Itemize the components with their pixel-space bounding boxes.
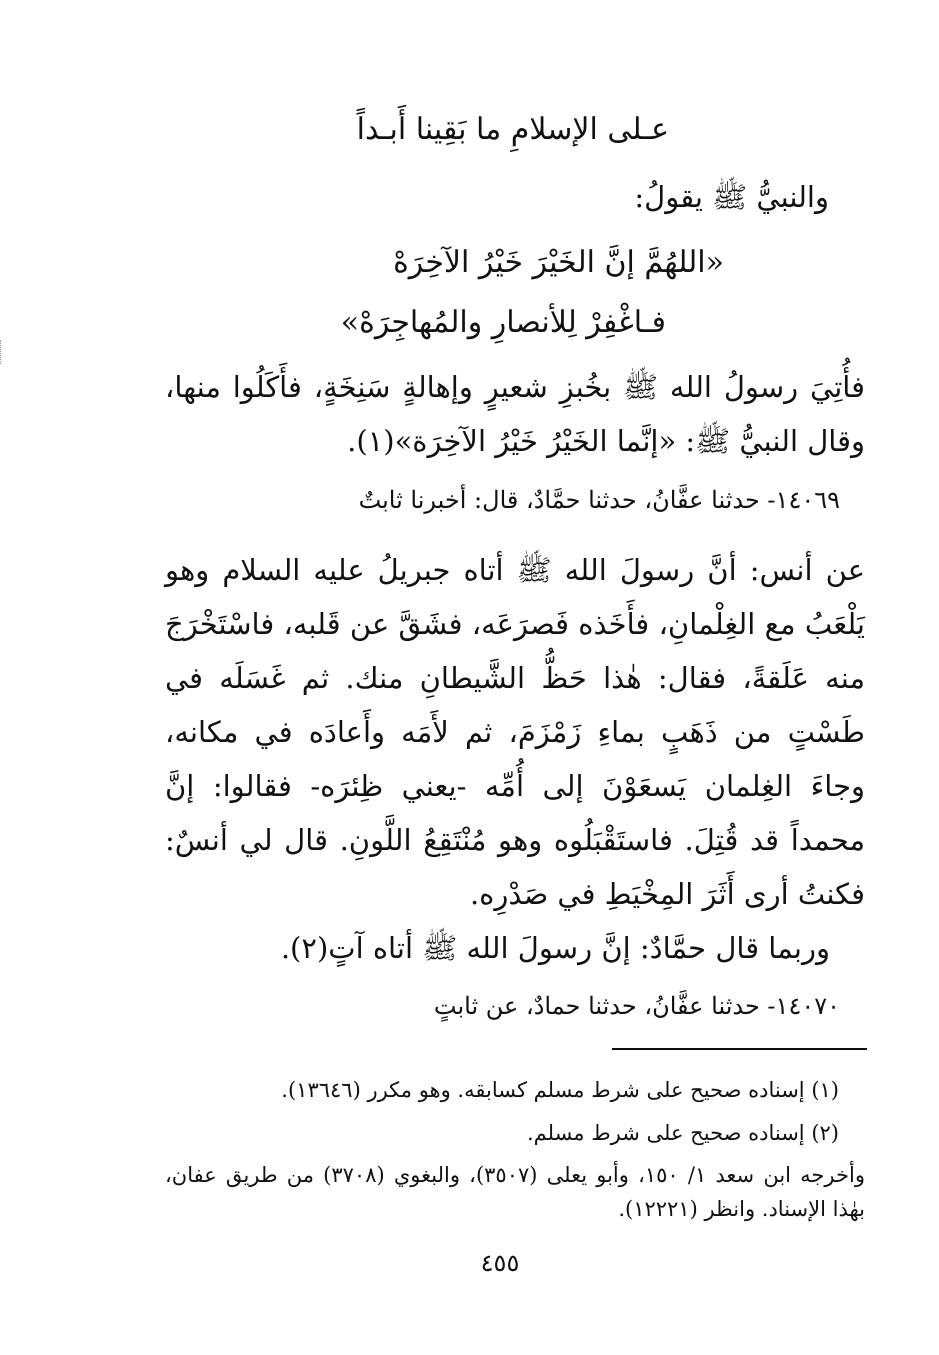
footnote-separator xyxy=(612,1048,867,1050)
narration-line-2: وقال النبيُّ ﷺ: «إنَّما الخَيْرُ خَيْرُ الآخِرَة»(١). xyxy=(347,424,865,458)
poem-line-1: عـلى الإسلامِ ما بَقِينا أَبـداً xyxy=(356,112,669,147)
footnote-2-continuation: وأخرجه ابن سعد ١/ ١٥٠، وأبو يعلى (٣٥٠٧)، والبغوي (٣٧٠٨) من طريق عفان، بهٰذا الإسناد. وانظر (١٢٢٢١). xyxy=(165,1163,865,1221)
poem-intro: والنبيُّ ﷺ يقولُ: xyxy=(634,180,829,214)
hadith-variant-note: وربما قال حمَّادٌ: إنَّ رسولَ الله ﷺ أتاه آتٍ(٢). xyxy=(280,931,830,965)
hadith-body-14069: عن أنس: أنَّ رسولَ الله ﷺ أتاه جبريلُ عليه السلام وهو يَلْعَبُ مع الغِلْمانِ، فأَخَذه فَصرَعَه، فشَقَّ عن قَلبه، فاسْتَخْرَجَ منه عَلَقةً، فقال: هٰذا حَظُّ الشَّيطانِ منك. ثم غَسَلَه في طَسْتٍ من ذَهَبٍ بماءِ زَمْزَمَ، ثم لأَمَه وأَعادَه في مكانه، وجاءَ الغِلمان يَسعَوْنَ إلى أُمِّه -يعني ظِئرَه- فقالوا: إنَّ محمداً قد قُتِلَ. فاستَقْبَلُوه وهو مُنْتَقِعُ اللَّونِ. قال لي أنسٌ: فكنتُ أرى أَثَرَ المِخْيَطِ في صَدْرِه. xyxy=(165,553,865,911)
hadith-heading-14070: ١٤٠٧٠- حدثنا عفَّانُ، حدثنا حمادٌ، عن ثابتٍ xyxy=(433,992,840,1020)
narration-line-1: فأُتِيَ رسولُ الله ﷺ بخُبزِ شعيرٍ وإهالةٍ سَنِخَةٍ، فأَكَلُوا منها، xyxy=(165,370,865,404)
hadith-heading-14069: ١٤٠٦٩- حدثنا عفَّانُ، حدثنا حمَّادٌ، قال: أخبرنا ثابتٌ xyxy=(358,486,840,514)
footnote-2: (٢) إسناده صحيح على شرط مسلم. xyxy=(526,1121,839,1145)
scan-edge-mark xyxy=(0,340,3,364)
page-number: ٤٥٥ xyxy=(480,1249,520,1277)
poem-line-3: فـاغْفِرْ لِلأنصارِ والمُهاجِرَهْ» xyxy=(340,305,666,340)
poem-line-2: «اللهُمَّ إنَّ الخَيْرَ خَيْرُ الآخِرَهْ xyxy=(393,245,724,280)
footnote-1: (١) إسناده صحيح على شرط مسلم كسابقه. وهو مكرر (١٣٦٤٦). xyxy=(281,1078,839,1102)
